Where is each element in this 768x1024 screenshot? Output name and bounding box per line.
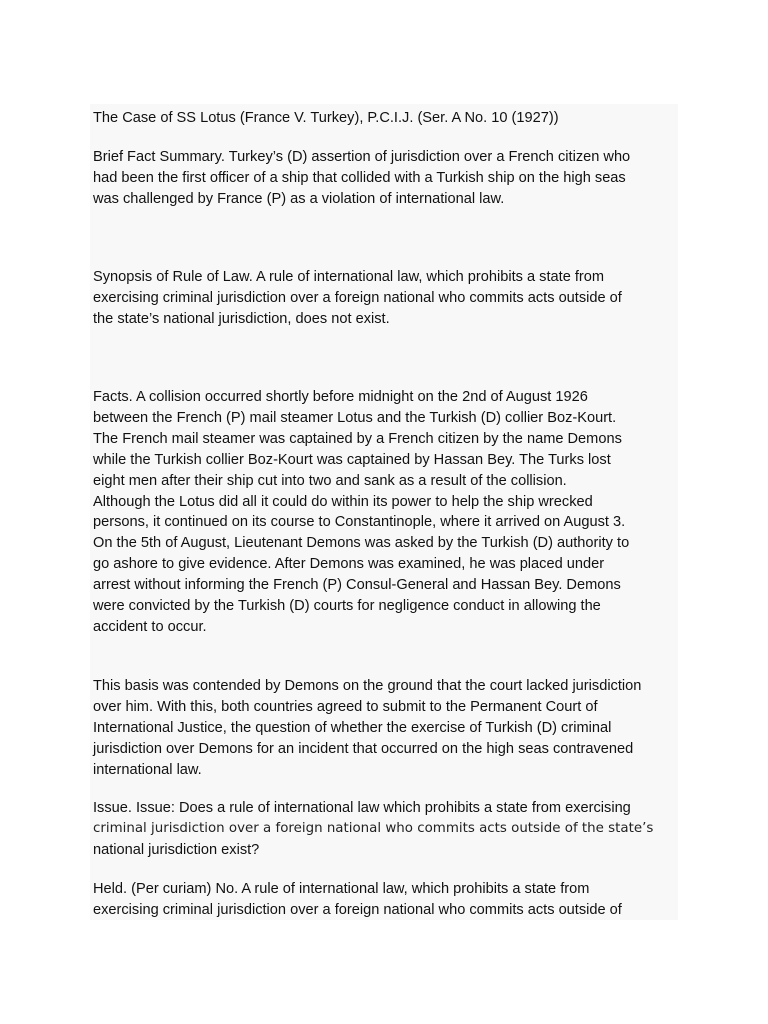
brief-line-3: was challenged by France (P) as a violation of international law. (93, 190, 505, 207)
basis-line-2: over him. With this, both countries agreed to submit to the Permanent Court of (93, 698, 598, 715)
basis-line-4: jurisdiction over Demons for an incident that occurred on the high seas contravened (93, 740, 634, 757)
held-line-2: exercising criminal jurisdiction over a foreign national who commits acts outside of (93, 901, 622, 918)
facts-line-4: while the Turkish collier Boz-Kourt was captained by Hassan Bey. The Turks lost (93, 451, 611, 468)
synopsis-line-2: exercising criminal jurisdiction over a foreign national who commits acts outside of (93, 289, 622, 306)
issue-line-2: criminal jurisdiction over a foreign national who commits acts outside of the state’s (93, 820, 654, 836)
facts-line-2: between the French (P) mail steamer Lotus and the Turkish (D) collier Boz-Kourt. (93, 409, 617, 426)
facts-line-3: The French mail steamer was captained by a French citizen by the name Demons (93, 430, 622, 447)
issue-line-1: Issue. Issue: Does a rule of international law which prohibits a state from exercising (93, 800, 631, 816)
facts-line-12: accident to occur. (93, 618, 207, 635)
brief-fact-summary-paragraph (93, 147, 678, 210)
facts-line-5: eight men after their ship cut into two and sank as a result of the collision. (93, 472, 567, 489)
synopsis-paragraph (93, 267, 678, 330)
facts-paragraph (93, 387, 678, 638)
basis-line-1: This basis was contended by Demons on the ground that the court lacked jurisdiction (93, 678, 642, 694)
held-line-1: Held. (Per curiam) No. A rule of international law, which prohibits a state from (93, 881, 590, 897)
issue-paragraph (93, 798, 678, 861)
basis-line-3: International Justice, the question of whether the exercise of Turkish (D) criminal (93, 719, 612, 736)
brief-line-1: Brief Fact Summary. Turkey’s (D) assertion of jurisdiction over a French citizen who (93, 149, 631, 165)
brief-line-2: had been the first officer of a ship that collided with a Turkish ship on the high seas (93, 169, 626, 186)
facts-line-11: were convicted by the Turkish (D) courts for negligence conduct in allowing the (93, 598, 601, 615)
issue-line-3: national jurisdiction exist? (93, 841, 260, 858)
synopsis-line-3: the state’s national jurisdiction, does not exist. (93, 310, 390, 327)
facts-line-10: arrest without informing the French (P) Consul-General and Hassan Bey. Demons (93, 577, 621, 594)
facts-line-7: persons, it continued on its course to Constantinople, where it arrived on August 3. (93, 514, 626, 531)
synopsis-line-1: Synopsis of Rule of Law. A rule of international law, which prohibits a state from (93, 269, 605, 285)
facts-line-6: Although the Lotus did all it could do within its power to help the ship wrecked (93, 493, 593, 510)
facts-line-1: Facts. A collision occurred shortly before midnight on the 2nd of August 1926 (93, 389, 588, 405)
facts-line-8: On the 5th of August, Lieutenant Demons was asked by the Turkish (D) authority to (93, 535, 630, 552)
case-title (93, 108, 678, 129)
held-paragraph (93, 879, 678, 920)
basis-paragraph (93, 676, 678, 781)
facts-line-9: go ashore to give evidence. After Demons was examined, he was placed under (93, 556, 605, 573)
document-page (90, 104, 678, 920)
basis-line-5: international law. (93, 761, 202, 778)
case-title-text: The Case of SS Lotus (France V. Turkey), P.C.I.J. (Ser. A No. 10 (1927)) (93, 110, 559, 126)
